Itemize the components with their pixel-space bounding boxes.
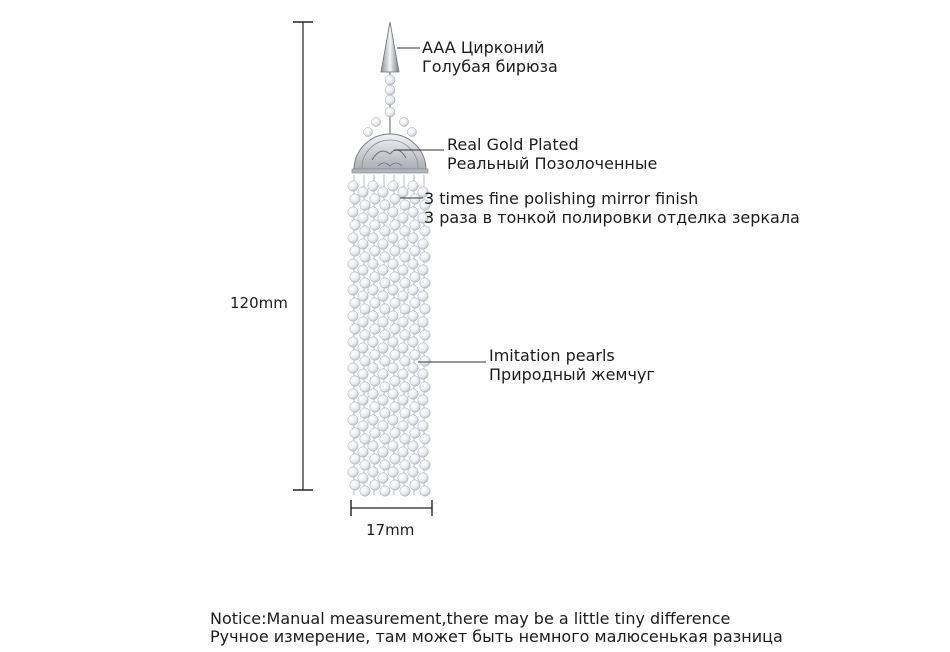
pearl-bead — [388, 441, 398, 451]
pearl-bead — [378, 447, 388, 457]
pearl-bead — [350, 298, 360, 308]
pearl-bead — [348, 285, 358, 295]
pearl-bead — [418, 395, 428, 405]
pearl-bead — [410, 194, 420, 204]
pearl-bead — [410, 480, 420, 490]
pearl-bead — [368, 181, 378, 191]
pearl-bead — [360, 434, 370, 444]
pearl-bead — [380, 434, 390, 444]
pearl-bead — [420, 330, 430, 340]
pearl-bead — [420, 356, 430, 366]
pearl-bead — [418, 447, 428, 457]
pearl-bead — [370, 246, 380, 256]
pearl-bead — [368, 467, 378, 477]
notice-line2: Ручное измерение, там может быть немного малюсенькая разница — [210, 627, 783, 646]
pearl-bead — [418, 421, 428, 431]
pearl-bead — [378, 395, 388, 405]
pearl-bead — [360, 252, 370, 262]
callout-pearls — [489, 346, 655, 384]
pearl-bead — [410, 298, 420, 308]
pearl-bead — [388, 311, 398, 321]
pearl-bead — [390, 376, 400, 386]
pearl-bead — [400, 382, 410, 392]
pearl-bead — [408, 181, 418, 191]
pearl-bead — [410, 246, 420, 256]
pearl-bead — [388, 233, 398, 243]
pearl-bead — [358, 187, 368, 197]
pearl-bead — [380, 330, 390, 340]
pearl-bead — [398, 291, 408, 301]
pearl-bead — [350, 428, 360, 438]
pearl-bead — [400, 304, 410, 314]
pearl-bead — [358, 395, 368, 405]
pearl-bead — [348, 233, 358, 243]
pearl-bead — [350, 324, 360, 334]
pearl-bead — [350, 376, 360, 386]
pearl-bead — [418, 239, 428, 249]
pearl-bead — [398, 473, 408, 483]
pearl-bead — [418, 369, 428, 379]
connector-bead — [385, 107, 395, 117]
imitation-pearl-strands — [348, 175, 430, 496]
pearl-bead — [408, 259, 418, 269]
callout-gold — [447, 135, 657, 173]
pearl-bead — [398, 369, 408, 379]
pearl-bead — [398, 317, 408, 327]
pearl-bead — [388, 363, 398, 373]
pearl-bead — [400, 330, 410, 340]
callout-polish — [424, 189, 800, 227]
pearl-bead — [400, 226, 410, 236]
pearl-bead — [360, 382, 370, 392]
pearl-bead — [350, 194, 360, 204]
pearl-bead — [388, 337, 398, 347]
pearl-bead — [420, 226, 430, 236]
pearl-bead — [420, 460, 430, 470]
pearl-bead — [400, 434, 410, 444]
pearl-bead — [348, 389, 358, 399]
width-dimension-label: 17mm — [366, 521, 415, 539]
pearl-bead — [408, 467, 418, 477]
pearl-bead — [400, 408, 410, 418]
callout-polish-line1: 3 times fine polishing mirror finish — [424, 189, 699, 208]
pearl-bead — [408, 285, 418, 295]
pearl-bead — [378, 265, 388, 275]
pearl-bead — [388, 415, 398, 425]
callout-pearls-line1: Imitation pearls — [489, 346, 615, 365]
pearl-bead — [350, 220, 360, 230]
pearl-bead — [400, 486, 410, 496]
pearl-bead — [368, 207, 378, 217]
height-dimension-label: 120mm — [230, 294, 288, 312]
pearl-bead — [350, 272, 360, 282]
pearl-bead — [398, 265, 408, 275]
pearl-bead — [380, 460, 390, 470]
pearl-bead — [408, 311, 418, 321]
pearl-bead — [358, 421, 368, 431]
pearl-bead — [348, 363, 358, 373]
pearl-bead — [370, 298, 380, 308]
pearl-bead — [388, 259, 398, 269]
pearl-bead — [390, 194, 400, 204]
pearl-bead — [370, 220, 380, 230]
pearl-bead — [388, 389, 398, 399]
pearl-bead — [410, 428, 420, 438]
pearl-bead — [378, 317, 388, 327]
pearl-bead — [398, 447, 408, 457]
pearl-bead — [348, 259, 358, 269]
pearl-bead — [358, 265, 368, 275]
pearl-bead — [400, 200, 410, 210]
pearl-bead — [350, 350, 360, 360]
pearl-bead — [410, 220, 420, 230]
pearl-bead — [390, 272, 400, 282]
pearl-bead — [368, 311, 378, 321]
pearl-bead — [370, 480, 380, 490]
pearl-bead — [348, 207, 358, 217]
pearl-bead — [410, 350, 420, 360]
pearl-bead — [370, 350, 380, 360]
pearl-bead — [368, 259, 378, 269]
gold-plated-cap — [352, 134, 428, 173]
pearl-bead — [380, 408, 390, 418]
pearl-bead — [418, 343, 428, 353]
pearl-bead — [398, 395, 408, 405]
pearl-bead — [390, 324, 400, 334]
pearl-bead — [390, 428, 400, 438]
pearl-bead — [388, 285, 398, 295]
pearl-bead — [378, 239, 388, 249]
pearl-bead — [380, 304, 390, 314]
callout-gold-line2: Реальный Позолоченные — [447, 154, 658, 173]
connector-bead — [400, 118, 409, 127]
pearl-bead — [380, 226, 390, 236]
pearl-bead — [408, 441, 418, 451]
pearl-bead — [418, 265, 428, 275]
callout-pearls-line2: Природный жемчуг — [489, 365, 655, 384]
pearl-bead — [368, 337, 378, 347]
pearl-bead — [378, 421, 388, 431]
connector-beads — [364, 72, 417, 137]
pearl-bead — [350, 480, 360, 490]
pearl-bead — [370, 428, 380, 438]
pearl-bead — [358, 447, 368, 457]
pearl-bead — [400, 278, 410, 288]
pearl-bead — [410, 376, 420, 386]
pearl-bead — [380, 382, 390, 392]
pearl-bead — [410, 402, 420, 412]
measurement-notice — [210, 610, 783, 646]
pearl-bead — [388, 181, 398, 191]
height-dimension-line — [293, 22, 313, 490]
pearl-bead — [420, 486, 430, 496]
pearl-bead — [360, 330, 370, 340]
pearl-bead — [370, 376, 380, 386]
pearl-bead — [390, 350, 400, 360]
pearl-bead — [390, 220, 400, 230]
pearl-bead — [348, 311, 358, 321]
pearl-bead — [360, 486, 370, 496]
pearl-bead — [370, 402, 380, 412]
pearl-bead — [378, 369, 388, 379]
pearl-bead — [398, 213, 408, 223]
pearl-bead — [348, 337, 358, 347]
pearl-bead — [368, 389, 378, 399]
pearl-bead — [410, 454, 420, 464]
pearl-bead — [378, 473, 388, 483]
pearl-bead — [420, 304, 430, 314]
pearl-bead — [420, 252, 430, 262]
pearl-bead — [420, 382, 430, 392]
pearl-bead — [350, 454, 360, 464]
pearl-bead — [400, 356, 410, 366]
callout-gold-line1: Real Gold Plated — [447, 135, 579, 154]
pearl-bead — [370, 194, 380, 204]
pearl-bead — [368, 285, 378, 295]
pearl-bead — [360, 356, 370, 366]
pearl-bead — [368, 233, 378, 243]
pearl-bead — [368, 441, 378, 451]
pearl-bead — [390, 454, 400, 464]
pearl-bead — [368, 415, 378, 425]
pearl-bead — [398, 187, 408, 197]
pearl-bead — [378, 187, 388, 197]
pearl-bead — [370, 324, 380, 334]
pearl-bead — [398, 421, 408, 431]
pearl-bead — [388, 207, 398, 217]
pearl-bead — [388, 467, 398, 477]
pearl-bead — [418, 291, 428, 301]
pearl-bead — [418, 317, 428, 327]
width-dimension-line — [351, 500, 432, 516]
pearl-bead — [398, 343, 408, 353]
pearl-bead — [400, 252, 410, 262]
pearl-bead — [410, 324, 420, 334]
callout-polish-line2: 3 раза в тонкой полировки отделка зеркала — [424, 208, 800, 227]
connector-bead — [364, 128, 373, 137]
pearl-bead — [420, 278, 430, 288]
pearl-bead — [370, 272, 380, 282]
pearl-bead — [390, 246, 400, 256]
pearl-bead — [360, 408, 370, 418]
pearl-bead — [400, 460, 410, 470]
pearl-bead — [358, 343, 368, 353]
pearl-bead — [408, 207, 418, 217]
pearl-bead — [390, 402, 400, 412]
connector-bead — [385, 75, 395, 85]
pearl-bead — [358, 239, 368, 249]
pearl-bead — [408, 415, 418, 425]
pearl-bead — [378, 291, 388, 301]
pearl-bead — [390, 480, 400, 490]
pearl-bead — [380, 486, 390, 496]
pearl-bead — [348, 181, 358, 191]
pearl-bead — [420, 408, 430, 418]
pearl-bead — [390, 298, 400, 308]
pearl-bead — [380, 356, 390, 366]
pearl-bead — [350, 402, 360, 412]
pearl-bead — [358, 291, 368, 301]
pearl-bead — [348, 441, 358, 451]
pearl-bead — [370, 454, 380, 464]
pearl-bead — [378, 213, 388, 223]
pearl-bead — [368, 363, 378, 373]
callout-zircon — [422, 38, 558, 76]
pearl-bead — [360, 460, 370, 470]
connector-bead — [385, 85, 395, 95]
pearl-bead — [408, 233, 418, 243]
pearl-bead — [358, 369, 368, 379]
pearl-bead — [408, 363, 418, 373]
pearl-bead — [360, 304, 370, 314]
pearl-bead — [350, 246, 360, 256]
pearl-bead — [380, 252, 390, 262]
pearl-bead — [408, 389, 418, 399]
pearl-bead — [408, 337, 418, 347]
pearl-bead — [358, 213, 368, 223]
connector-bead — [408, 128, 417, 137]
pearl-bead — [420, 434, 430, 444]
pearl-bead — [358, 473, 368, 483]
pearl-bead — [358, 317, 368, 327]
pearl-bead — [360, 200, 370, 210]
pearl-bead — [348, 467, 358, 477]
pearl-bead — [378, 343, 388, 353]
callout-zircon-line2: Голубая бирюза — [422, 57, 558, 76]
pearl-bead — [398, 239, 408, 249]
pearl-bead — [410, 272, 420, 282]
callout-zircon-line1: AAA Цирконий — [422, 38, 545, 57]
connector-bead — [372, 118, 381, 127]
pearl-bead — [418, 473, 428, 483]
pearl-bead — [360, 226, 370, 236]
notice-line1: Notice:Manual measurement,there may be a little tiny difference — [210, 609, 731, 628]
connector-bead — [385, 95, 395, 105]
pearl-bead — [380, 200, 390, 210]
pearl-bead — [360, 278, 370, 288]
pearl-bead — [380, 278, 390, 288]
zircon-spike — [381, 22, 399, 72]
pearl-bead — [348, 415, 358, 425]
